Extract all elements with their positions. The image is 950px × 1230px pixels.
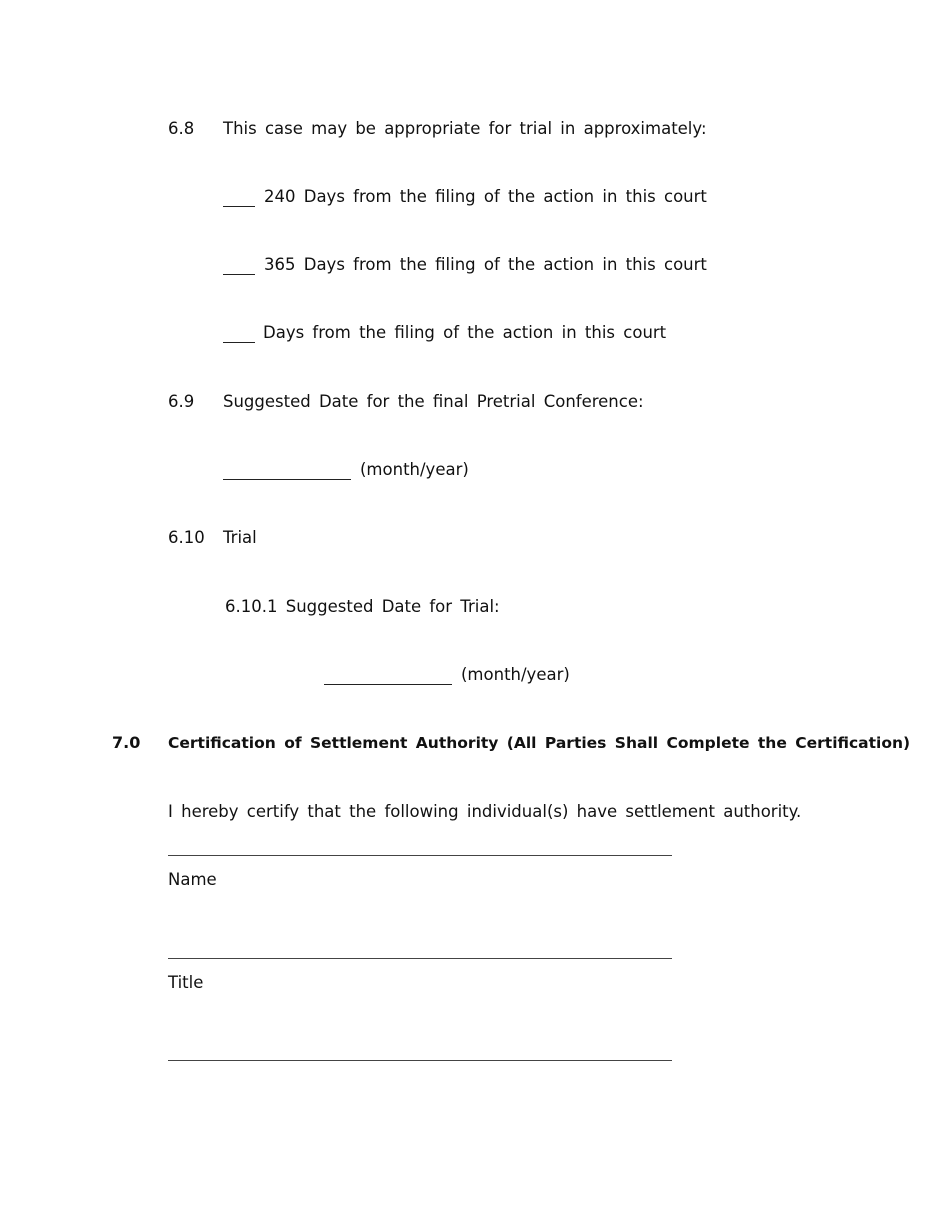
pretrial-date-blank[interactable]	[223, 479, 351, 480]
title-signature-line[interactable]	[168, 958, 672, 959]
option-365-blank[interactable]	[223, 274, 255, 275]
section-6-10-text: Trial	[223, 528, 257, 547]
certification-statement: I hereby certify that the following individual(s) have settlement authority.	[168, 802, 802, 821]
option-custom-days-blank[interactable]	[223, 342, 255, 343]
title-label: Title	[168, 973, 204, 992]
section-6-10-1-label: 6.10.1 Suggested Date for Trial:	[225, 597, 500, 616]
additional-signature-line[interactable]	[168, 1060, 672, 1061]
option-custom-days-text: Days from the filing of the action in this court	[263, 323, 667, 342]
name-label: Name	[168, 870, 217, 889]
option-365-text: 365 Days from the filing of the action in this court	[264, 255, 707, 274]
section-6-8-number: 6.8	[168, 119, 195, 138]
name-signature-line[interactable]	[168, 855, 672, 856]
section-6-10-number: 6.10	[168, 528, 205, 547]
section-6-9-text: Suggested Date for the final Pretrial Conference:	[223, 392, 644, 411]
section-6-9-number: 6.9	[168, 392, 195, 411]
option-240-blank[interactable]	[223, 206, 255, 207]
section-7-0-number: 7.0	[112, 733, 141, 752]
section-7-0-heading: Certification of Settlement Authority (All Parties Shall Complete the Certification)	[168, 734, 911, 752]
section-6-8-text: This case may be appropriate for trial in approximately:	[223, 119, 707, 138]
option-240-text: 240 Days from the filing of the action in this court	[264, 187, 707, 206]
trial-date-hint: (month/year)	[461, 665, 570, 684]
trial-date-blank[interactable]	[324, 684, 452, 685]
pretrial-date-hint: (month/year)	[360, 460, 469, 479]
